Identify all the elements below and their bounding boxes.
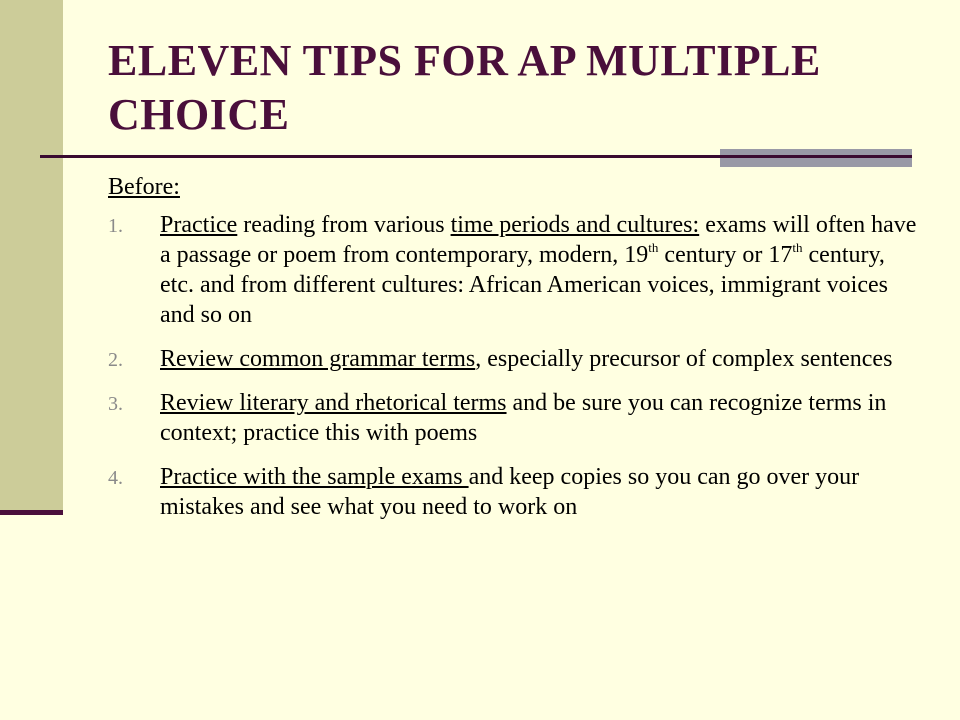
tip-item-4 [108, 462, 918, 522]
title-divider-accent [720, 149, 912, 167]
superscript: th [648, 240, 659, 255]
tip-keyword: Review common grammar terms [160, 346, 476, 372]
tip-text: century, etc. and from different cultures: African American voices, immigrant voices and so on [160, 242, 888, 328]
tip-text: and be sure you can recognize terms in context; practice this with poems [160, 390, 887, 446]
tip-keyword: Practice [160, 212, 238, 238]
sidebar-accent-line [0, 510, 63, 515]
tip-keyword: time periods and cultures: [450, 212, 700, 238]
tip-keyword: Practice with the sample exams [160, 464, 469, 490]
tip-text: reading from various [237, 212, 451, 238]
section-heading: Before: [108, 174, 180, 200]
tip-item-1 [108, 210, 918, 330]
tip-number: 1. [108, 215, 123, 237]
tip-item-2 [108, 344, 918, 374]
tip-keyword: Review literary and rhetorical terms [160, 390, 507, 416]
slide-title: ELEVEN TIPS FOR AP MULTIPLE CHOICE [108, 36, 821, 139]
tip-text: , especially precursor of complex sentences [475, 346, 893, 372]
tip-number: 4. [108, 467, 123, 489]
tip-text: century or 17 [658, 242, 793, 268]
superscript: th [792, 240, 803, 255]
tip-item-3 [108, 388, 918, 448]
tip-text: and keep copies so you can go over your mistakes and see what you need to work on [160, 464, 860, 520]
sidebar-bar [0, 0, 63, 510]
tip-number: 3. [108, 393, 123, 415]
slide-body [108, 172, 918, 536]
tip-text: exams will often have a passage or poem from contemporary, modern, 19 [160, 212, 917, 268]
tip-number: 2. [108, 349, 123, 371]
